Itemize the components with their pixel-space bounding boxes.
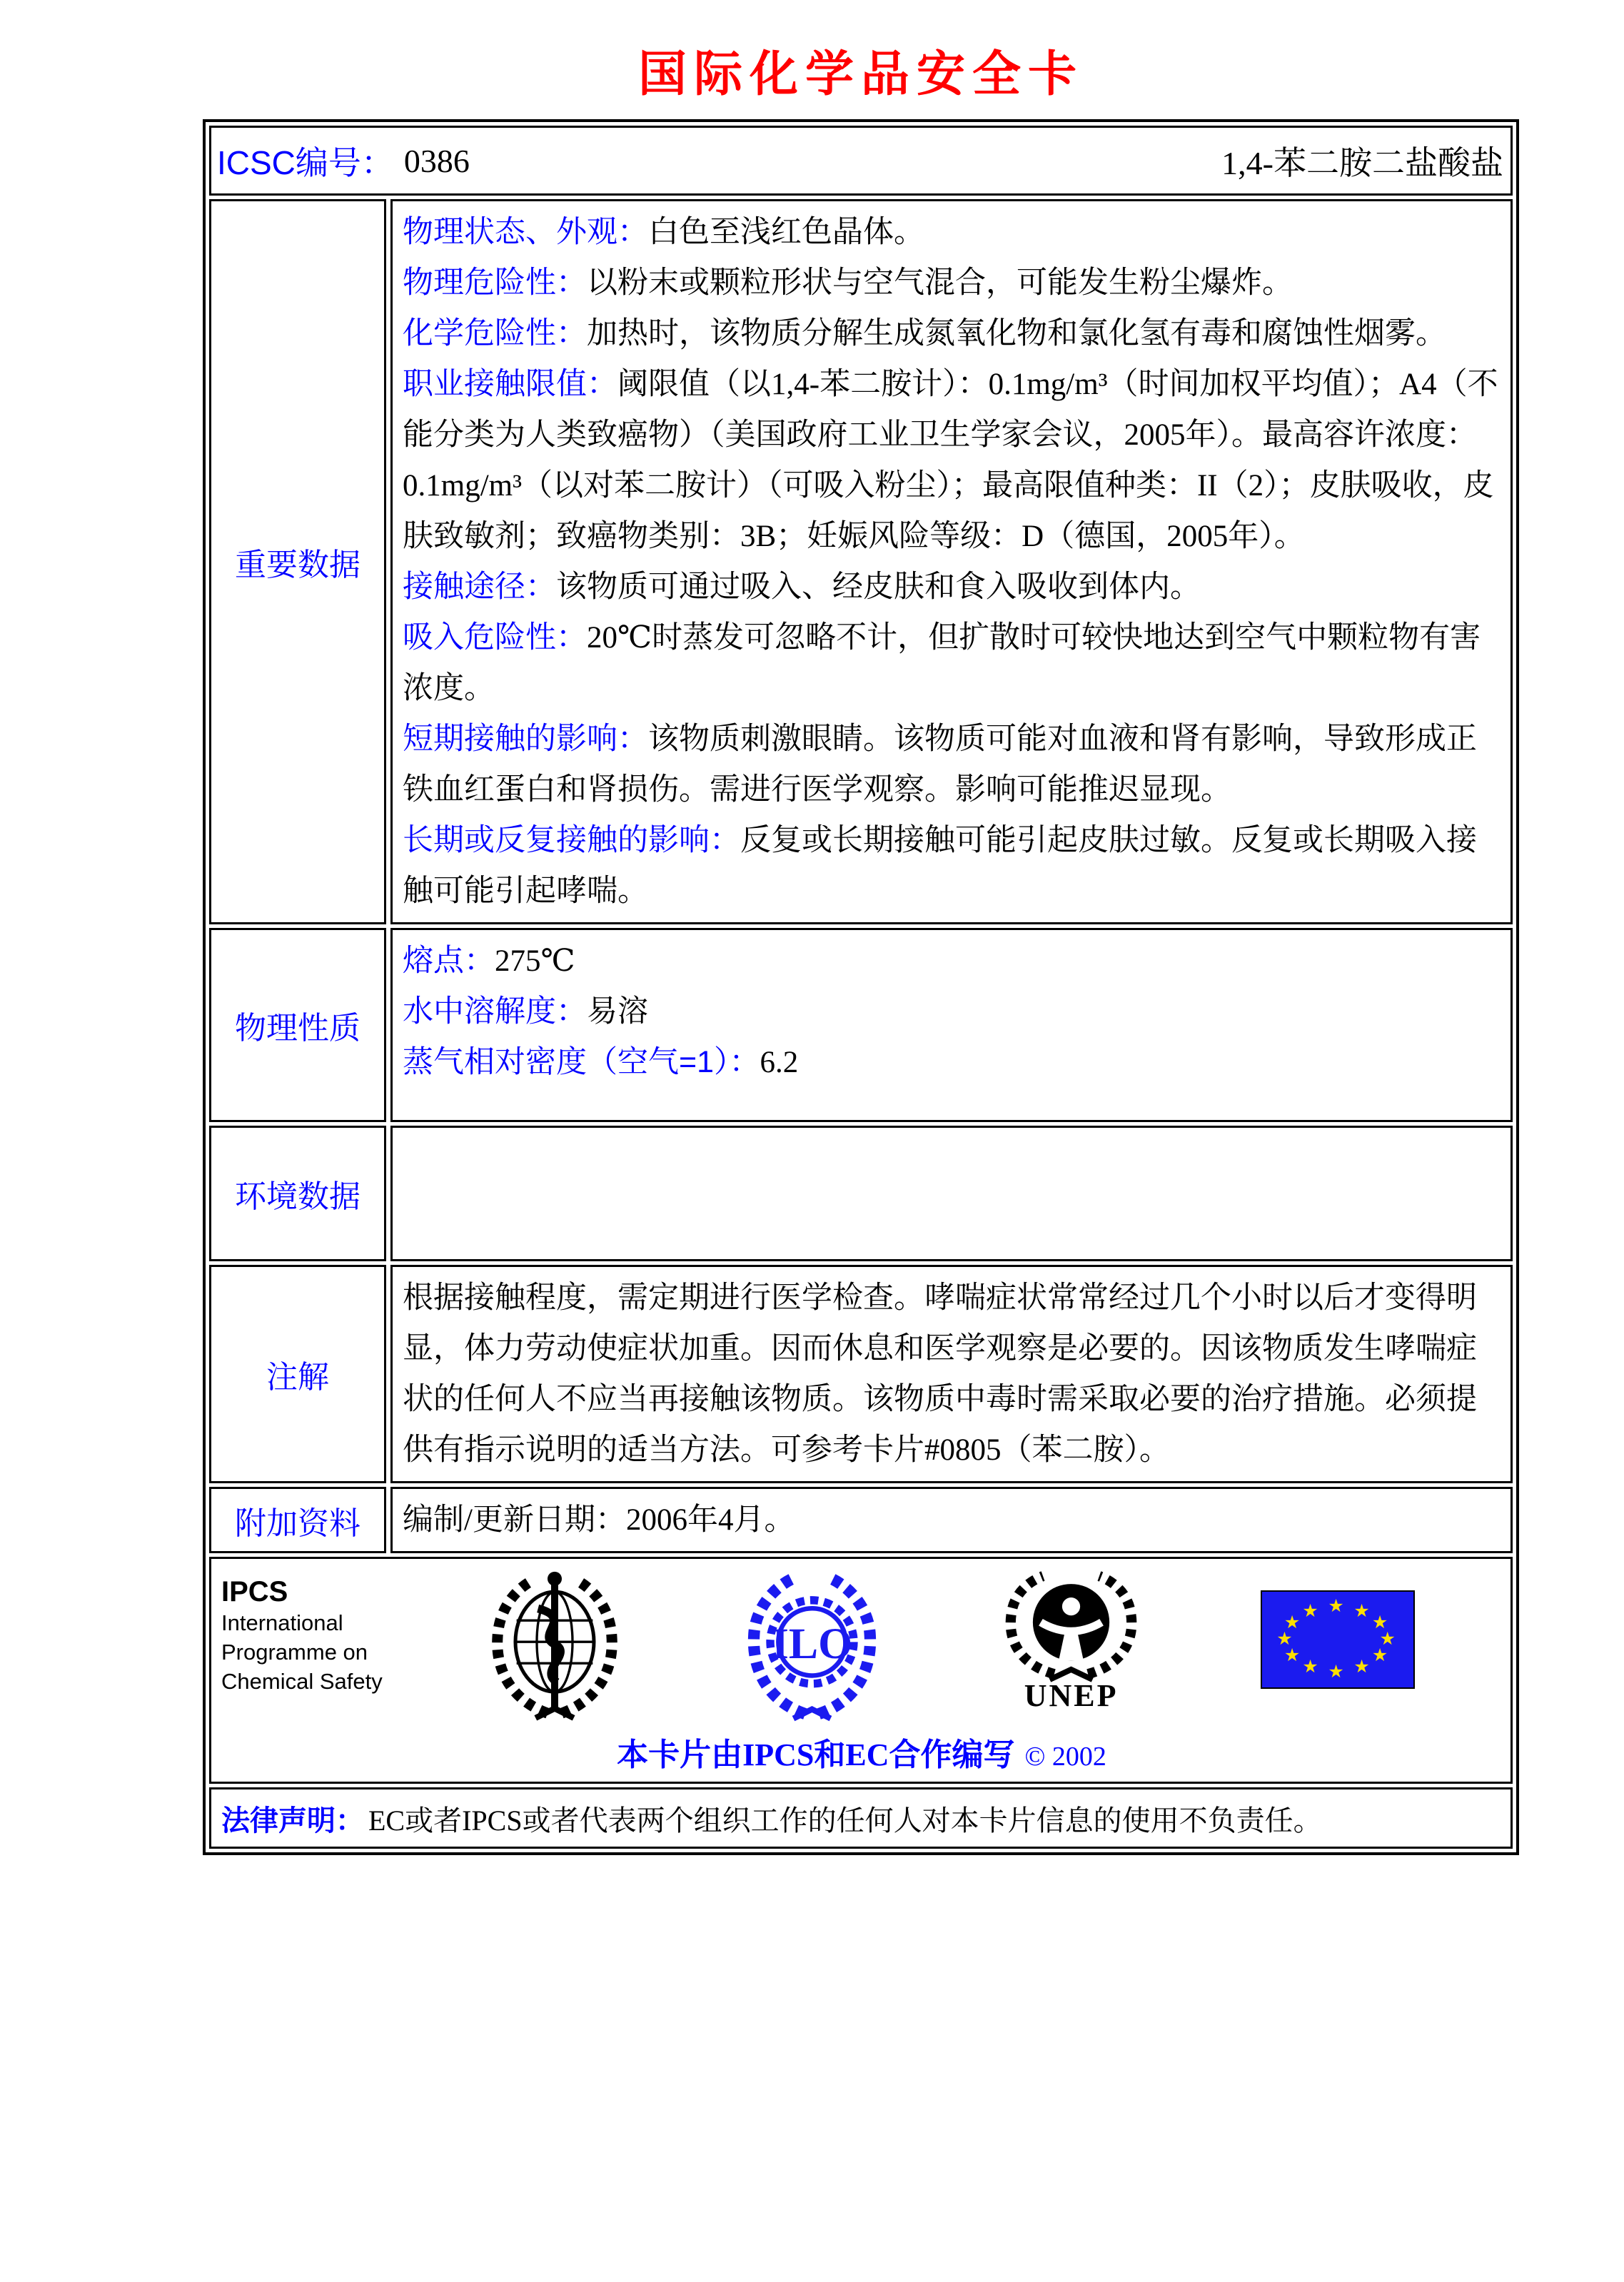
physical-properties-label: 物理性质 <box>209 928 386 1122</box>
item-value: 275℃ <box>495 944 575 978</box>
physical-item <box>403 936 1501 986</box>
who-emblem-icon <box>483 1570 626 1722</box>
item-value: 该物质可通过吸入、经皮肤和食入吸收到体内。 <box>556 570 1201 604</box>
important-item <box>403 612 1501 714</box>
item-label: 吸入危险性： <box>403 620 587 655</box>
logos-row <box>209 1557 1513 1784</box>
ilo-logo <box>742 1570 882 1722</box>
unep-logo <box>998 1570 1144 1714</box>
important-item <box>403 207 1501 258</box>
logos-cell <box>209 1557 1513 1784</box>
important-item <box>403 562 1501 612</box>
important-item <box>403 714 1501 815</box>
item-value: 以粉末或颗粒形状与空气混合，可能发生粉尘爆炸。 <box>587 266 1293 300</box>
additional-info-row <box>209 1487 1513 1553</box>
additional-info-label: 附加资料 <box>209 1487 386 1553</box>
notes-text: 根据接触程度，需定期进行医学检查。哮喘症状常常经过几个小时以后才变得明显，体力劳动使症状加重。因而休息和医学观察是必要的。因该物质发生哮喘症状的任何人不应当再接触该物质。该物质中毒时需采取必要的治疗措施。必须提供有指示说明的适当方法。可参考卡片#0805（苯二胺）。 <box>403 1281 1477 1467</box>
additional-info-text: 编制/更新日期：2006年4月。 <box>403 1503 795 1537</box>
ipcs-subtitle-line: Programme on <box>221 1639 368 1665</box>
environment-data-label: 环境数据 <box>209 1126 386 1261</box>
important-item <box>403 258 1501 308</box>
item-value: 易溶 <box>587 995 648 1029</box>
item-value: 加热时，该物质分解生成氮氧化物和氯化氢有毒和腐蚀性烟雾。 <box>587 317 1446 350</box>
eu-flag-logo <box>1261 1570 1415 1689</box>
ipcs-subtitle-line: International <box>221 1610 343 1635</box>
item-label: 水中溶解度： <box>403 994 587 1029</box>
physical-properties-row <box>209 928 1513 1122</box>
ilo-letters: ILO <box>771 1620 852 1669</box>
notes-label: 注解 <box>209 1265 386 1483</box>
header-cell <box>209 126 1513 196</box>
unep-emblem-icon <box>998 1570 1144 1683</box>
legal-row <box>209 1787 1513 1849</box>
icsc-document <box>203 0 1519 1855</box>
header-row <box>209 126 1513 196</box>
ipcs-subtitle-line: Chemical Safety <box>221 1668 383 1694</box>
physical-properties-content <box>390 928 1513 1122</box>
eu-flag-icon <box>1261 1590 1415 1689</box>
item-label: 职业接触限值： <box>403 367 617 401</box>
important-data-row <box>209 199 1513 924</box>
additional-info-content <box>390 1487 1513 1553</box>
ipcs-title: IPCS <box>221 1576 288 1607</box>
important-item <box>403 359 1501 562</box>
ilo-emblem-icon <box>742 1570 882 1722</box>
environment-data-row <box>209 1126 1513 1261</box>
item-value: 该物质刺激眼睛。该物质可能对血液和肾有影响，导致形成正铁血红蛋白和肾损伤。需进行医学观察。影响可能推迟显现。 <box>403 722 1477 807</box>
who-logo <box>483 1570 626 1722</box>
important-data-content <box>390 199 1513 924</box>
icsc-number-value: 0386 <box>403 142 470 179</box>
legal-label: 法律声明： <box>221 1804 364 1837</box>
legal-text: EC或者IPCS或者代表两个组织工作的任何人对本卡片信息的使用不负责任。 <box>368 1804 1322 1837</box>
important-item <box>403 815 1501 917</box>
copyright-text: © 2002 <box>1024 1742 1106 1772</box>
item-label: 长期或反复接触的影响： <box>403 823 740 857</box>
notes-content <box>390 1265 1513 1483</box>
item-label: 短期接触的影响： <box>403 722 648 756</box>
logo-strip <box>425 1570 1502 1722</box>
item-value: 反复或长期接触可能引起皮肤过敏。反复或长期吸入接触可能引起哮喘。 <box>403 824 1477 908</box>
page-title: 国际化学品安全卡 <box>637 47 1084 101</box>
unep-caption: UNEP <box>1024 1678 1119 1713</box>
item-value: 20℃时蒸发可忽略不计，但扩散时可较快地达到空气中颗粒物有害浓度。 <box>403 621 1481 705</box>
legal-cell <box>209 1787 1513 1849</box>
item-value: 阈限值（以1,4-苯二胺计）：0.1mg/m³（时间加权平均值）；A4（不能分类为人类致癌物）（美国政府工业卫生学家会议，2005年）。最高容许浓度：0.1mg/m³（以对苯二胺计）（可吸入粉尘）；最高限值种类：II（2）；皮肤吸收，皮肤致敏剂；致癌物类别：3B；妊娠风险等级：D（德国，2005年）。 <box>403 368 1498 553</box>
credit-line <box>221 1729 1502 1774</box>
physical-item <box>403 986 1501 1037</box>
item-value: 6.2 <box>760 1046 799 1079</box>
icsc-number-label: ICSC编号： <box>217 144 394 181</box>
item-label: 物理状态、外观： <box>403 215 648 249</box>
item-label: 物理危险性： <box>403 266 587 300</box>
physical-item <box>403 1037 1501 1088</box>
item-label: 化学危险性： <box>403 316 587 350</box>
icsc-card-table <box>203 119 1519 1855</box>
environment-data-content <box>390 1126 1513 1261</box>
chemical-name: 1,4-苯二胺二盐酸盐 <box>1221 145 1503 181</box>
logos-line <box>221 1570 1502 1722</box>
notes-row <box>209 1265 1513 1483</box>
credit-text: 本卡片由IPCS和EC合作编写 <box>617 1737 1015 1772</box>
ipcs-block <box>221 1570 425 1697</box>
important-data-label: 重要数据 <box>209 199 386 924</box>
important-item <box>403 308 1501 359</box>
item-label: 蒸气相对密度（空气=1）： <box>403 1045 760 1079</box>
item-label: 熔点： <box>403 944 495 978</box>
item-value: 白色至浅红色晶体。 <box>648 216 924 249</box>
item-label: 接触途径： <box>403 570 556 604</box>
